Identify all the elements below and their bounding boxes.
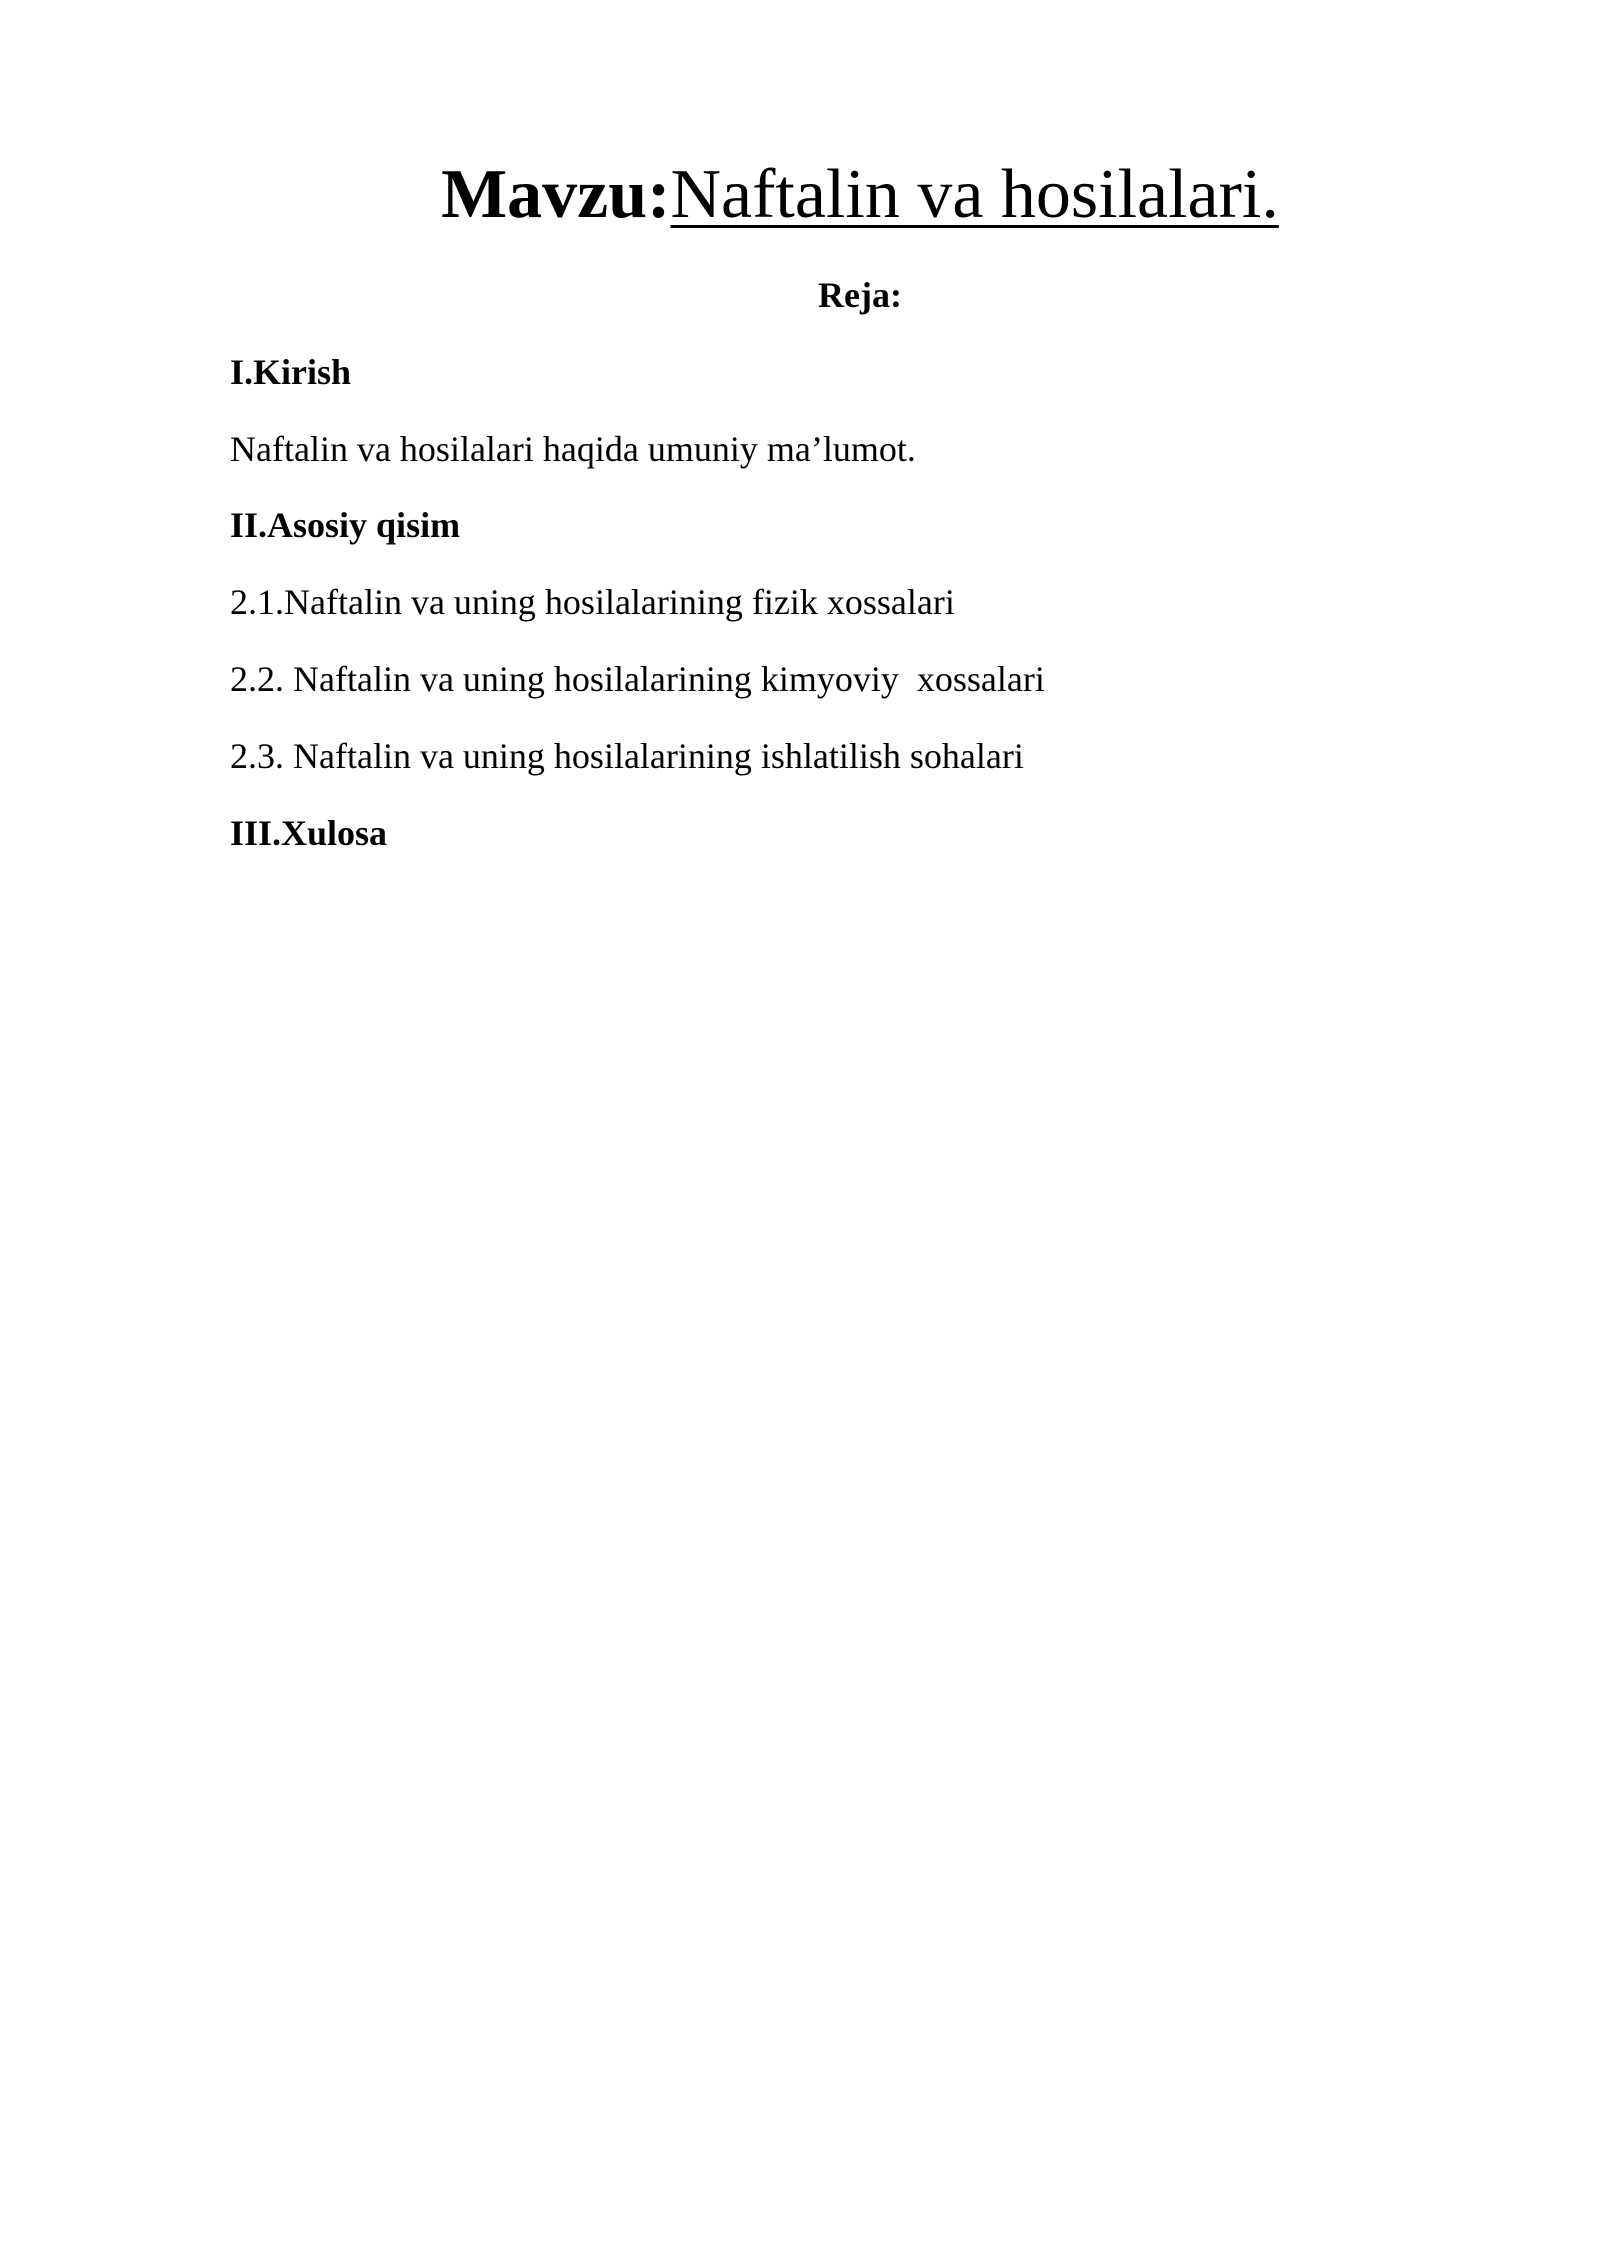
outline-item-physical-properties: 2.1.Naftalin va uning hosilalarining fizik xossalari	[230, 582, 955, 622]
outline-item-chemical-properties: 2.2. Naftalin va uning hosilalarining kimyoviy xossalari	[230, 659, 1045, 699]
outline-item-intro-general-info: Naftalin va hosilalari haqida umuniy ma’lumot.	[230, 429, 916, 469]
title-prefix: Mavzu:	[441, 156, 671, 233]
plan-heading: Reja:	[818, 275, 902, 315]
section-conclusion: III.Xulosa	[230, 813, 388, 853]
title-topic: Naftalin va hosilalari.	[670, 156, 1279, 233]
section-main-part: II.Asosiy qisim	[230, 505, 461, 545]
outline-item-applications: 2.3. Naftalin va uning hosilalarining ishlatilish sohalari	[230, 736, 1024, 776]
document-title	[0, 150, 1600, 240]
section-introduction: I.Kirish	[230, 352, 352, 392]
